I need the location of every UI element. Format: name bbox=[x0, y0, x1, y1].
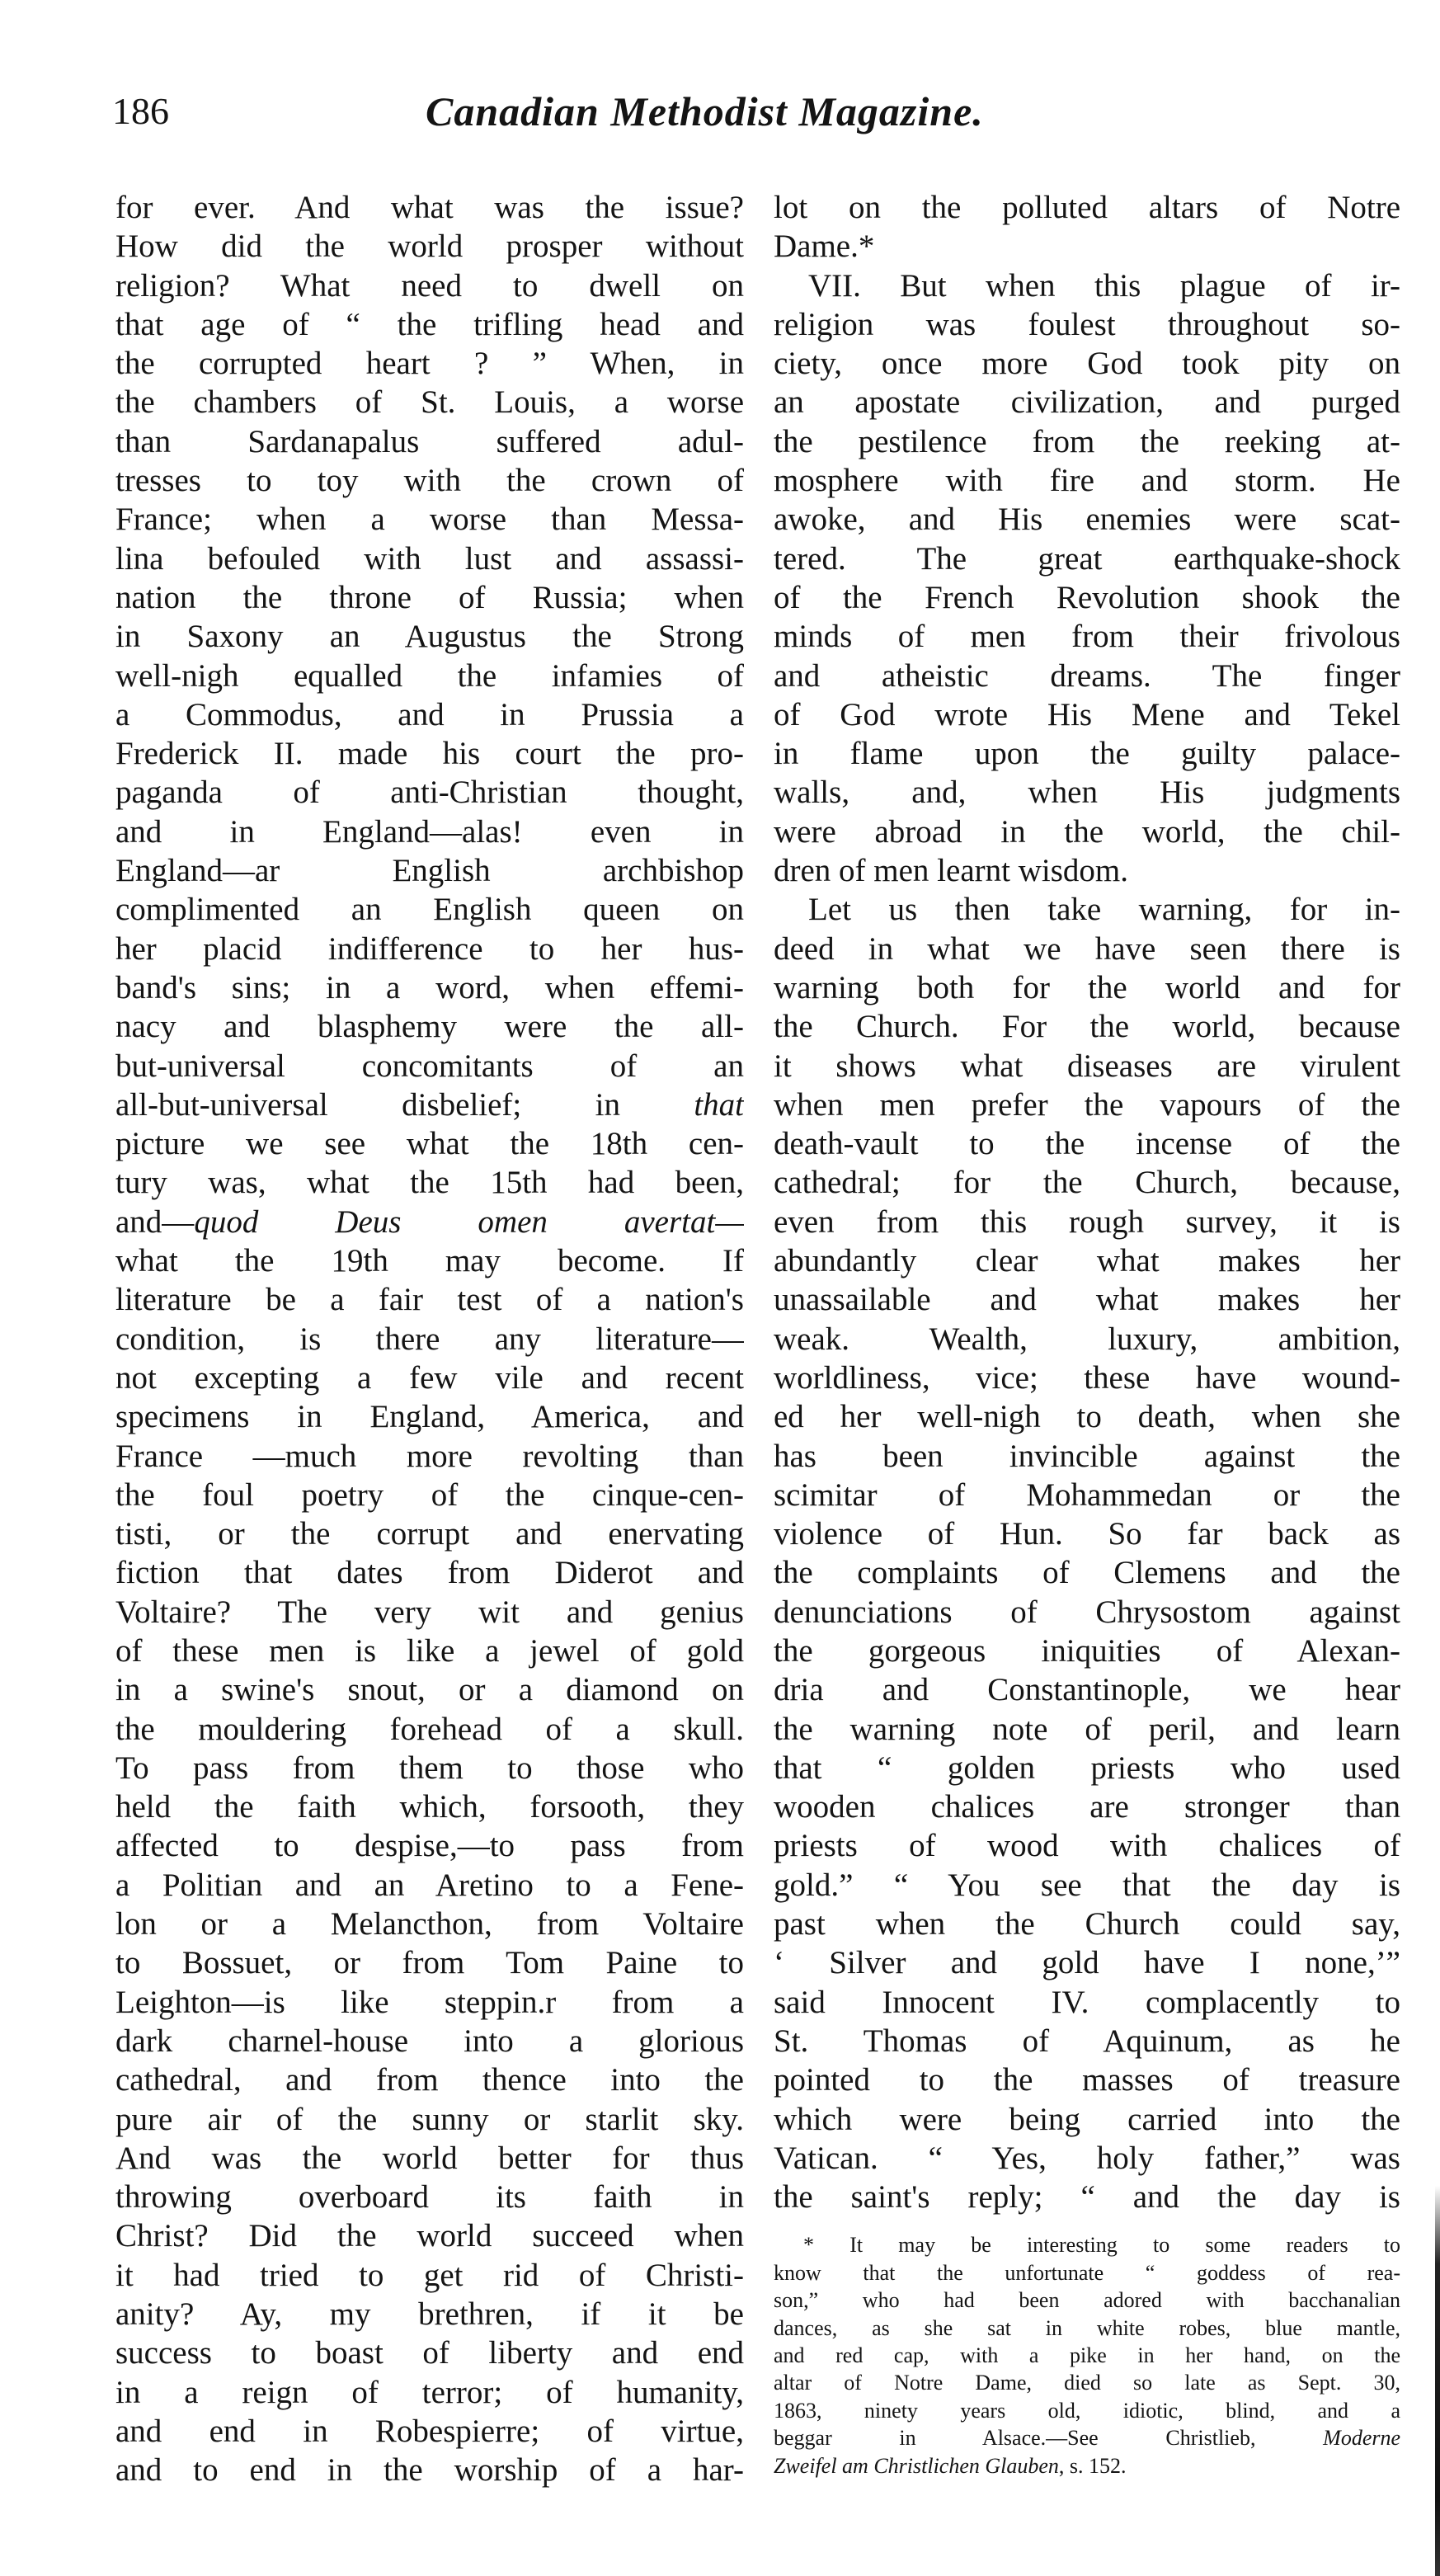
text-line: has been invincible against the bbox=[774, 1438, 1400, 1474]
text-line: lot on the polluted altars of Notre bbox=[774, 190, 1400, 225]
text-line: an apostate civilization, and purged bbox=[774, 384, 1400, 421]
text-line: cathedral, and from thence into the bbox=[115, 2062, 744, 2098]
text-line: wooden chalices are stronger than bbox=[774, 1789, 1400, 1825]
text-line: Dame.* bbox=[774, 228, 875, 265]
text-line: held the faith which, forsooth, they bbox=[115, 1789, 744, 1825]
text-line: dark charnel-house into a glorious bbox=[115, 2023, 744, 2059]
text-line: abundantly clear what makes her bbox=[774, 1243, 1400, 1279]
text-line: throwing overboard its faith in bbox=[115, 2179, 744, 2216]
text-line: success to boast of liberty and end bbox=[115, 2335, 744, 2371]
text-fragment: , s. 152. bbox=[1058, 2453, 1127, 2478]
footnote-line-with-italic bbox=[774, 2452, 1400, 2479]
paragraph-start-line: Let us then take warning, for in- bbox=[808, 892, 1400, 928]
text-line: nation the throne of Russia; when bbox=[115, 579, 744, 615]
footnote-line: altar of Notre Dame, died so late as Sept. 30, bbox=[774, 2371, 1400, 2395]
text-line: tisti, or the corrupt and enervating bbox=[115, 1516, 744, 1552]
text-line: Christ? Did the world succeed when bbox=[115, 2218, 744, 2254]
text-line: the Church. For the world, because bbox=[774, 1009, 1400, 1045]
text-line-with-italic bbox=[115, 1085, 744, 1124]
text-line: violence of Hun. So far back as bbox=[774, 1516, 1400, 1552]
left-column bbox=[115, 188, 744, 2490]
text-line: lina befouled with lust and assassi- bbox=[115, 540, 744, 577]
text-line: affected to despise,—to pass from bbox=[115, 1828, 744, 1864]
text-line: religion? What need to dwell on bbox=[115, 267, 744, 304]
text-line: France —much more revolting than bbox=[115, 1438, 744, 1474]
italic-book-title: Zweifel am Christlichen Glauben bbox=[774, 2453, 1059, 2478]
page-number: 186 bbox=[112, 90, 169, 132]
text-line: for ever. And what was the issue? bbox=[115, 190, 744, 225]
text-line: and in England—alas! even in bbox=[115, 813, 744, 850]
text-line: weak. Wealth, luxury, ambition, bbox=[774, 1321, 1400, 1357]
text-line: that age of “ the trifling head and bbox=[115, 306, 744, 342]
text-line: gold.” “ You see that the day is bbox=[774, 1867, 1400, 1903]
text-line: anity? Ay, my brethren, if it be bbox=[115, 2296, 744, 2333]
text-line: warning both for the world and for bbox=[774, 969, 1400, 1005]
text-line: pure air of the sunny or starlit sky. bbox=[115, 2101, 744, 2137]
text-line: in a reign of terror; of humanity, bbox=[115, 2374, 744, 2410]
text-line: the warning note of peril, and learn bbox=[774, 1711, 1400, 1747]
text-line: that “ golden priests who used bbox=[774, 1750, 1400, 1786]
text-line: it shows what diseases are virulent bbox=[774, 1048, 1400, 1084]
footnote-line-with-italic bbox=[774, 2424, 1400, 2451]
text-line: minds of men from their frivolous bbox=[774, 619, 1400, 655]
text-line: when men prefer the vapours of the bbox=[774, 1086, 1400, 1123]
text-line: France; when a worse than Messa- bbox=[115, 502, 744, 538]
text-line: the pestilence from the reeking at- bbox=[774, 423, 1400, 459]
italic-book-title-start: Moderne bbox=[1323, 2426, 1400, 2451]
text-line: to Bossuet, or from Tom Paine to bbox=[115, 1945, 744, 1981]
text-line: a Commodus, and in Prussia a bbox=[115, 696, 744, 732]
text-line: and atheistic dreams. The finger bbox=[774, 657, 1400, 694]
text-line: even from this rough survey, it is bbox=[774, 1203, 1400, 1240]
text-line: the foul poetry of the cinque-cen- bbox=[115, 1476, 744, 1513]
text-line: which were being carried into the bbox=[774, 2101, 1400, 2137]
text-line: ed her well-nigh to death, when she bbox=[774, 1399, 1400, 1435]
text-line: mosphere with fire and storm. He bbox=[774, 463, 1400, 499]
text-line: pointed to the masses of treasure bbox=[774, 2062, 1400, 2098]
text-line: of God wrote His Mene and Tekel bbox=[774, 696, 1400, 732]
text-line: a Politian and an Aretino to a Fene- bbox=[115, 1867, 744, 1903]
text-line: condition, is there any literature— bbox=[115, 1321, 744, 1357]
text-line: the corrupted heart ? ” When, in bbox=[115, 346, 744, 382]
text-line: fiction that dates from Diderot and bbox=[115, 1555, 744, 1591]
footnote-line: son,” who had been adored with bacchanalian bbox=[774, 2288, 1400, 2313]
text-line: not excepting a few vile and recent bbox=[115, 1359, 744, 1396]
text-line: than Sardanapalus suffered adul- bbox=[115, 423, 744, 459]
text-line: deed in what we have seen there is bbox=[774, 930, 1400, 967]
text-line: ciety, once more God took pity on bbox=[774, 346, 1400, 382]
section-start-line: VII. But when this plague of ir- bbox=[808, 267, 1400, 304]
text-line-with-italic bbox=[115, 1203, 744, 1241]
text-line: dria and Constantinople, we hear bbox=[774, 1672, 1400, 1708]
right-column bbox=[774, 188, 1400, 2479]
italic-latin-phrase: quod Deus omen avertat— bbox=[194, 1203, 744, 1240]
text-line: literature be a fair test of a nation's bbox=[115, 1282, 744, 1318]
text-line: complimented an English queen on bbox=[115, 892, 744, 928]
text-line: Vatican. “ Yes, holy father,” was bbox=[774, 2140, 1400, 2176]
text-line: Frederick II. made his court the pro- bbox=[115, 736, 744, 772]
text-line: and end in Robespierre; of virtue, bbox=[115, 2413, 744, 2449]
running-title: Canadian Methodist Magazine. bbox=[426, 88, 984, 134]
text-line: specimens in England, America, and bbox=[115, 1399, 744, 1435]
text-line: past when the Church could say, bbox=[774, 1906, 1400, 1943]
text-line: of the French Revolution shook the bbox=[774, 579, 1400, 615]
text-fragment: and— bbox=[115, 1203, 195, 1240]
text-line: the saint's reply; “ and the day is bbox=[774, 2179, 1400, 2216]
text-line: death-vault to the incense of the bbox=[774, 1126, 1400, 1162]
text-line: what the 19th may become. If bbox=[115, 1243, 744, 1279]
text-line: the gorgeous iniquities of Alexan- bbox=[774, 1632, 1400, 1669]
text-line: worldliness, vice; these have wound- bbox=[774, 1359, 1400, 1396]
text-line: the chambers of St. Louis, a worse bbox=[115, 384, 744, 421]
text-line: the mouldering forehead of a skull. bbox=[115, 1711, 744, 1747]
text-line: England—ar English archbishop bbox=[115, 853, 744, 889]
text-line: but-universal concomitants of an bbox=[115, 1048, 744, 1084]
text-line: said Innocent IV. complacently to bbox=[774, 1984, 1400, 2020]
text-line: And was the world better for thus bbox=[115, 2140, 744, 2176]
text-line: How did the world prosper without bbox=[115, 228, 744, 265]
footnote-line: dances, as she sat in white robes, blue mantle, bbox=[774, 2315, 1400, 2340]
text-line: in flame upon the guilty palace- bbox=[774, 736, 1400, 772]
text-line: her placid indifference to her hus- bbox=[115, 930, 744, 967]
page-header bbox=[112, 82, 1399, 148]
text-line: scimitar of Mohammedan or the bbox=[774, 1476, 1400, 1513]
text-fragment: beggar in Alsace.—See Christlieb, bbox=[774, 2426, 1256, 2451]
text-line: nacy and blasphemy were the all- bbox=[115, 1009, 744, 1045]
text-line: cathedral; for the Church, because, bbox=[774, 1165, 1400, 1201]
text-line: paganda of anti-Christian thought, bbox=[115, 775, 744, 811]
text-line: tresses to toy with the crown of bbox=[115, 463, 744, 499]
text-line: picture we see what the 18th cen- bbox=[115, 1126, 744, 1162]
text-line: walls, and, when His judgments bbox=[774, 775, 1400, 811]
text-line: dren of men learnt wisdom. bbox=[774, 853, 1128, 889]
footnote-line: 1863, ninety years old, idiotic, blind, and a bbox=[774, 2398, 1400, 2423]
text-line: denunciations of Chrysostom against bbox=[774, 1594, 1400, 1630]
text-line: band's sins; in a word, when effemi- bbox=[115, 969, 744, 1005]
text-line: tered. The great earthquake-shock bbox=[774, 540, 1400, 577]
text-line: priests of wood with chalices of bbox=[774, 1828, 1400, 1864]
text-fragment: all-but-universal disbelief; in bbox=[115, 1086, 620, 1123]
text-line: To pass from them to those who bbox=[115, 1750, 744, 1786]
text-line: it had tried to get rid of Christi- bbox=[115, 2257, 744, 2293]
text-line: Voltaire? The very wit and genius bbox=[115, 1594, 744, 1630]
text-line: tury was, what the 15th had been, bbox=[115, 1165, 744, 1201]
text-line: ‘ Silver and gold have I none,’” bbox=[774, 1945, 1400, 1981]
page-edge-shadow bbox=[1435, 2186, 1440, 2576]
footnote-line: know that the unfortunate “ goddess of rea- bbox=[774, 2260, 1400, 2285]
text-line: the complaints of Clemens and the bbox=[774, 1555, 1400, 1591]
footnote-line: and red cap, with a pike in her hand, on the bbox=[774, 2343, 1400, 2367]
text-line: in Saxony an Augustus the Strong bbox=[115, 619, 744, 655]
text-line: of these men is like a jewel of gold bbox=[115, 1632, 744, 1669]
text-line: unassailable and what makes her bbox=[774, 1282, 1400, 1318]
text-line: in a swine's snout, or a diamond on bbox=[115, 1672, 744, 1708]
text-line: awoke, and His enemies were scat- bbox=[774, 502, 1400, 538]
text-line: St. Thomas of Aquinum, as he bbox=[774, 2023, 1400, 2059]
footnote-line: * It may be interesting to some readers to bbox=[803, 2233, 1400, 2258]
text-line: lon or a Melancthon, from Voltaire bbox=[115, 1906, 744, 1943]
text-line: religion was foulest throughout so- bbox=[774, 306, 1400, 342]
text-line: and to end in the worship of a har- bbox=[115, 2452, 744, 2489]
italic-text: that bbox=[694, 1086, 744, 1123]
text-line: well-nigh equalled the infamies of bbox=[115, 657, 744, 694]
text-line: were abroad in the world, the chil- bbox=[774, 813, 1400, 850]
text-line: Leighton—is like steppin.r from a bbox=[115, 1984, 744, 2020]
footnote bbox=[774, 2231, 1400, 2479]
